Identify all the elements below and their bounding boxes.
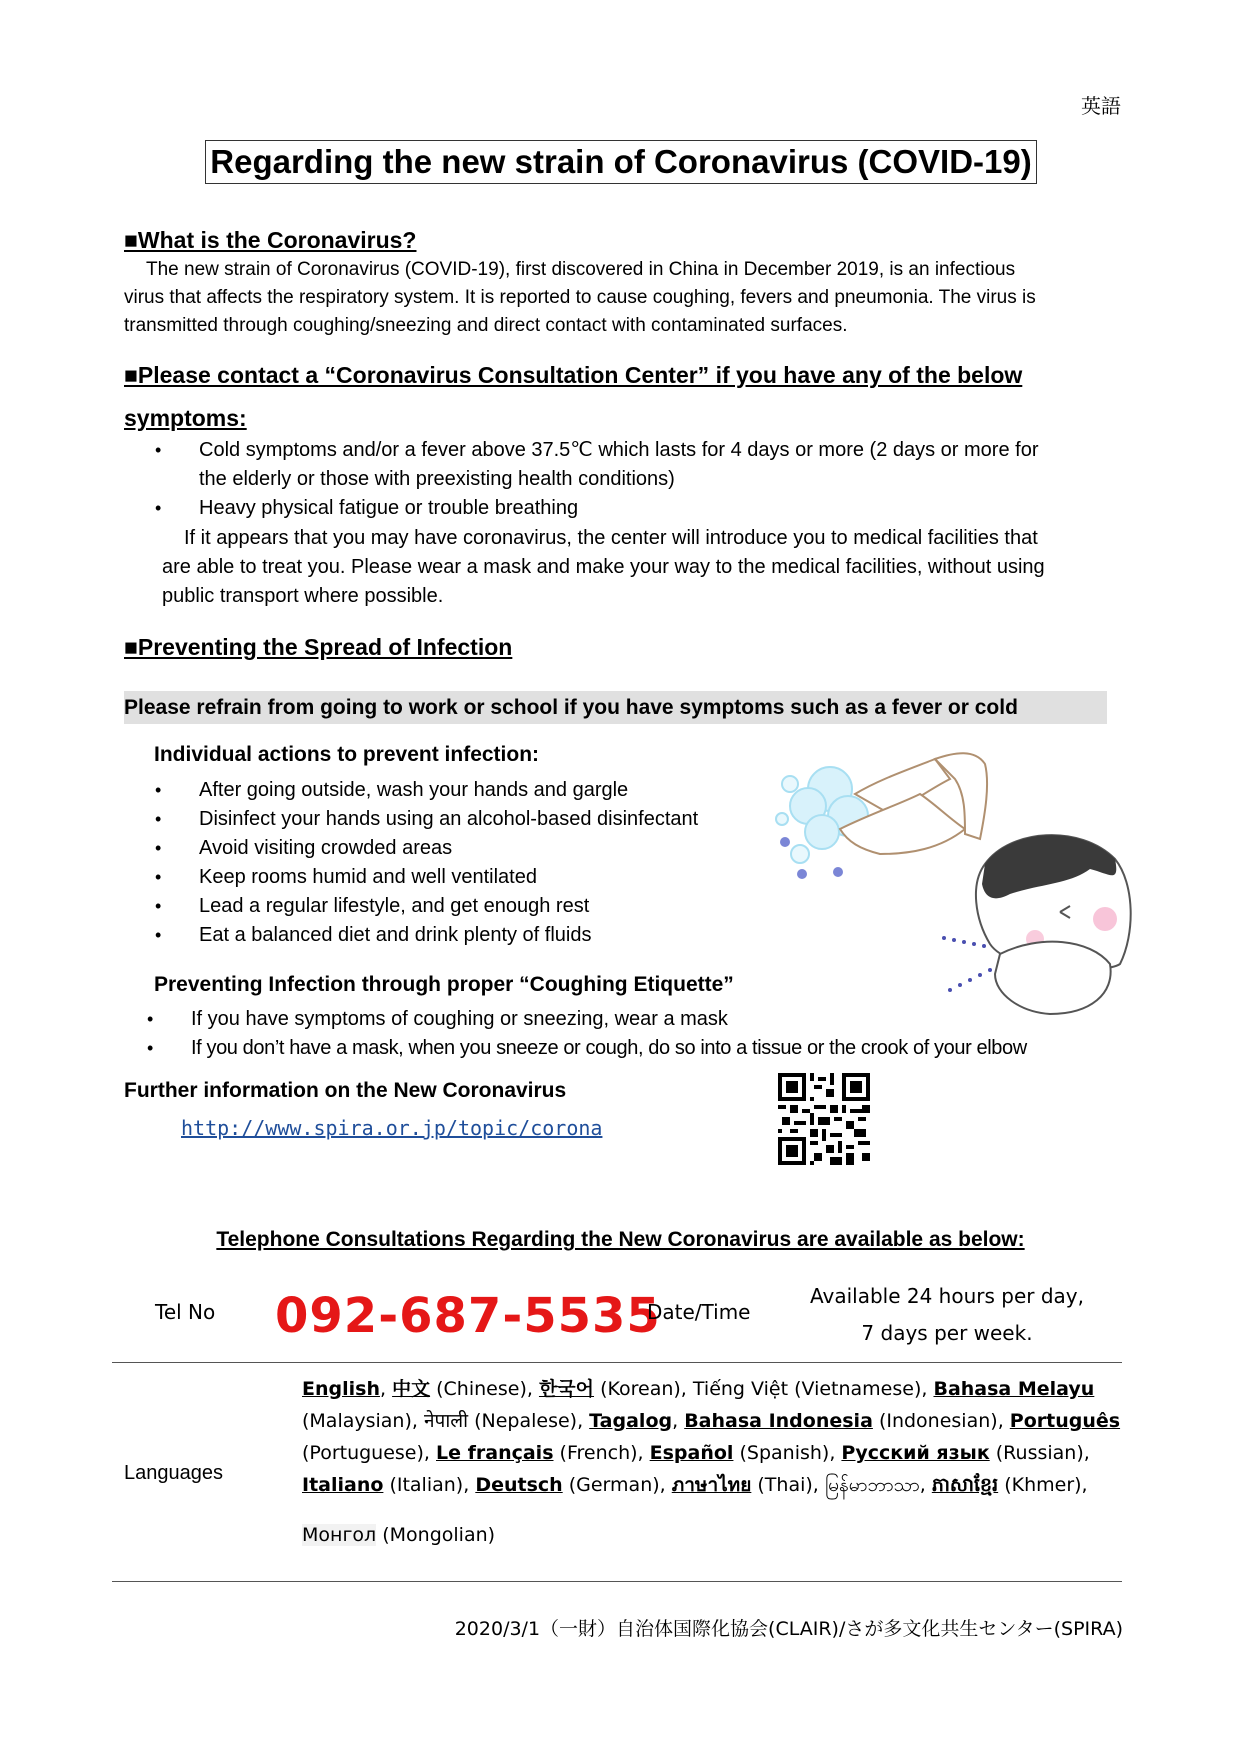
phone-number[interactable]: 092-687-5535 — [275, 1288, 661, 1344]
lang-english: English — [302, 1378, 380, 1400]
lang-malay-en: (Malaysian), — [302, 1410, 418, 1432]
coughing-heading: Preventing Infection through proper “Coughing Etiquette” — [154, 973, 734, 996]
lang-portuguese: Português — [1009, 1410, 1121, 1432]
lang-tagalog: Tagalog — [589, 1410, 673, 1432]
lang-vietnamese: Tiếng Việt — [692, 1378, 789, 1400]
languages-list — [302, 1373, 1132, 1551]
divider-top — [112, 1362, 1122, 1363]
lang-chinese: 中文 — [392, 1378, 431, 1400]
list-item: • Keep rooms humid and well ventilated — [199, 863, 759, 892]
section1-line: transmitted through coughing/sneezing and direct contact with contaminated surfaces. — [124, 315, 848, 336]
section-heading-contact: ■Please contact a “Coronavirus Consultation Center” if you have any of the below — [124, 362, 1023, 388]
lang-korean-en: (Korean), — [600, 1378, 687, 1400]
section-heading-what-is: ■What is the Coronavirus? — [124, 227, 417, 253]
cough-droplets-illustration — [940, 930, 1010, 1000]
qr-code-icon — [778, 1073, 870, 1165]
highlight-notice: Please refrain from going to work or school if you have symptoms such as a fever or cold — [124, 691, 1107, 724]
list-item: • If you have symptoms of coughing or sneezing, wear a mask — [191, 1005, 1121, 1034]
list-item: • Disinfect your hands using an alcohol-based disinfectant — [199, 805, 759, 834]
lang-spanish: Español — [649, 1442, 734, 1464]
language-tag: 英語 — [1081, 94, 1121, 118]
languages-line — [302, 1519, 1132, 1551]
divider-bottom — [112, 1581, 1122, 1582]
lang-burmese: မြန်မာဘာသာ — [824, 1474, 920, 1496]
lang-russian-en: (Russian), — [995, 1442, 1090, 1464]
list-item: • Avoid visiting crowded areas — [199, 834, 759, 863]
lang-indonesian-en: (Indonesian), — [878, 1410, 1004, 1432]
telephone-heading: Telephone Consultations Regarding the New Coronavirus are available as below: — [216, 1228, 1025, 1251]
section1-body — [124, 256, 1114, 340]
section2-paragraph — [162, 524, 1122, 611]
lang-italian-en: (Italian), — [389, 1474, 470, 1496]
lang-khmer-en: (Khmer), — [1004, 1474, 1088, 1496]
info-url-link[interactable]: http://www.spira.or.jp/topic/corona — [181, 1116, 603, 1140]
lang-french: Le français — [436, 1442, 554, 1464]
availability-line: 7 days per week. — [861, 1321, 1033, 1345]
list-item: • Eat a balanced diet and drink plenty of fluids — [199, 921, 759, 950]
lang-khmer: ភាសាខ្មែរ — [931, 1474, 999, 1496]
individual-actions-list — [199, 776, 759, 950]
availability-text — [787, 1278, 1107, 1352]
list-item: • Lead a regular lifestyle, and get enough rest — [199, 892, 759, 921]
paragraph-line: are able to treat you. Please wear a mask and make your way to the medical facilities, without using — [162, 556, 1045, 578]
list-item: • If you don’t have a mask, when you sneeze or cough, do so into a tissue or the crook of your elbow — [191, 1034, 1121, 1063]
languages-line: (Malaysian), नेपाली (Nepalese), Tagalog, Bahasa Indonesia (Indonesian), Português — [302, 1410, 1121, 1432]
lang-thai: ภาษาไทย — [671, 1474, 752, 1496]
footer: 2020/3/1（一財）自治体国際化協会(CLAIR)/さが多文化共生センター(SPIRA) — [454, 1618, 1123, 1640]
lang-nepali-en: (Nepalese), — [474, 1410, 584, 1432]
lang-italian: Italiano — [302, 1474, 384, 1496]
page-title: Regarding the new strain of Coronavirus (COVID-19) — [205, 140, 1037, 184]
individual-heading: Individual actions to prevent infection: — [154, 743, 540, 766]
languages-line — [302, 1437, 1132, 1469]
lang-indonesian: Bahasa Indonesia — [684, 1410, 873, 1432]
availability-line: Available 24 hours per day, — [809, 1284, 1084, 1308]
paragraph-line: If it appears that you may have coronavirus, the center will introduce you to medical facilities that — [184, 527, 1038, 549]
list-item — [199, 436, 1119, 494]
lang-russian: Русский язык — [841, 1442, 990, 1464]
paragraph-line: public transport where possible. — [162, 585, 444, 607]
datetime-label: Date/Time — [647, 1300, 751, 1324]
lang-german: Deutsch — [475, 1474, 563, 1496]
lang-portuguese-en: (Portuguese), — [302, 1442, 430, 1464]
symptom-text: the elderly or those with preexisting health conditions) — [199, 468, 675, 490]
lang-nepali: नेपाली — [423, 1410, 469, 1432]
section1-line: virus that affects the respiratory system. It is reported to cause coughing, fevers and pneumonia. The virus is — [124, 287, 1036, 308]
lang-spanish-en: (Spanish), — [739, 1442, 836, 1464]
further-info-heading: Further information on the New Coronavirus — [124, 1079, 567, 1102]
lang-korean: 한국어 — [538, 1378, 595, 1400]
lang-mongolian-en: (Mongolian) — [382, 1524, 496, 1546]
symptom-text: • Cold symptoms and/or a fever above 37.5℃ which lasts for 4 days or more (2 days or more for — [199, 439, 1039, 461]
list-item: • Heavy physical fatigue or trouble breathing — [199, 494, 1119, 523]
lang-chinese-en: (Chinese), — [436, 1378, 533, 1400]
languages-label: Languages — [124, 1462, 223, 1484]
languages-line: English, 中文 (Chinese), 한국어 (Korean), Tiếng Việt (Vietnamese), Bahasa Melayu — [302, 1378, 1095, 1400]
lang-vietnamese-en: (Vietnamese), — [794, 1378, 928, 1400]
list-item: • After going outside, wash your hands and gargle — [199, 776, 759, 805]
section-heading-contact-cont: symptoms: — [124, 405, 247, 431]
lang-german-en: (German), — [568, 1474, 666, 1496]
section1-line: The new strain of Coronavirus (COVID-19), first discovered in China in December 2019, is an infectious — [146, 259, 1016, 280]
tel-label: Tel No — [155, 1300, 216, 1324]
languages-line: Italiano (Italian), Deutsch (German), ภาษาไทย (Thai), မြန်မာဘာသာ, ភាសាខ្មែរ (Khmer), — [302, 1474, 1088, 1496]
lang-french-en: (French), — [559, 1442, 644, 1464]
lang-mongolian: Монгол — [302, 1524, 377, 1546]
lang-malay: Bahasa Melayu — [933, 1378, 1095, 1400]
section-heading-prevent: ■Preventing the Spread of Infection — [124, 634, 513, 660]
symptom-list — [199, 436, 1119, 523]
lang-thai-en: (Thai), — [757, 1474, 819, 1496]
